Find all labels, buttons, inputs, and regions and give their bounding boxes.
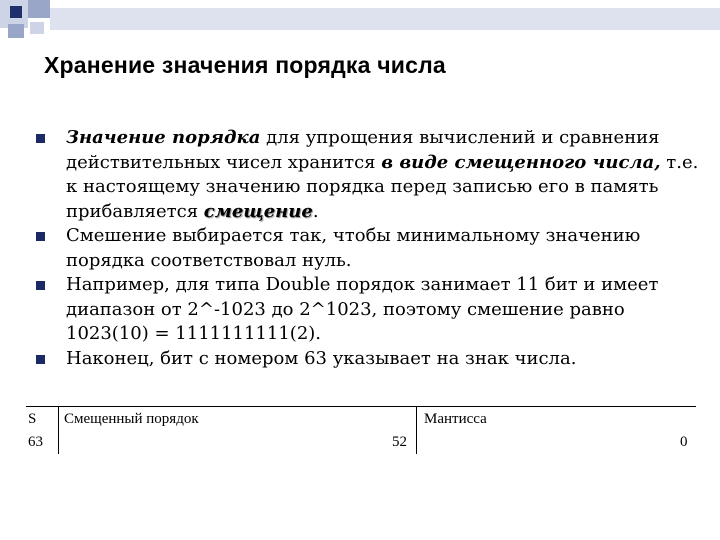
bullet-1-text-part: для упрощения вычислений и сравнения действительных чисел хранится [66, 127, 660, 173]
square-bullet-icon [36, 355, 45, 364]
square-bullet-icon [36, 232, 45, 241]
bullet-list [34, 126, 704, 371]
deco-square [10, 6, 22, 18]
term-biased-number: в виде смещенного числа, [381, 151, 661, 173]
term-bias: смещение [203, 200, 313, 222]
bullet-item-4 [34, 347, 704, 372]
bullet-1-text-part: т.е. к настоящему значению порядка перед записью его в память прибавляется [66, 151, 699, 222]
bullet-item-3 [34, 273, 704, 347]
diagram-divider [58, 406, 59, 454]
bullet-1-text-part: . [312, 200, 319, 222]
deco-square [28, 0, 50, 18]
double-format-diagram [26, 406, 696, 456]
bit-index-63: 63 [28, 434, 43, 450]
deco-square [8, 24, 24, 38]
term-exponent-value: Значение порядка [66, 127, 261, 148]
square-bullet-icon [36, 134, 45, 143]
slide-title: Хранение значения порядка числа [44, 52, 446, 78]
bullet-4-text: Наконец, бит с номером 63 указывает на знак числа. [66, 347, 577, 369]
diagram-top-line [26, 406, 696, 407]
bullet-item-2 [34, 224, 704, 273]
deco-square [30, 22, 44, 34]
sign-field-label: S [28, 411, 37, 427]
exponent-field-label: Смещенный порядок [64, 411, 199, 427]
bullet-2-text: Смешение выбирается так, чтобы минимальному значению порядка соответствовал нуль. [66, 225, 641, 271]
square-bullet-icon [36, 281, 45, 290]
bit-index-52: 52 [392, 434, 407, 450]
bullet-item-1 [34, 126, 704, 224]
top-bar [50, 8, 720, 30]
diagram-divider [416, 406, 417, 454]
mantissa-field-label: Мантисса [424, 411, 487, 427]
bit-index-0: 0 [680, 434, 688, 450]
bullet-1-text [66, 127, 698, 222]
bullet-3-text: Например, для типа Double порядок занимает 11 бит и имеет диапазон от 2^-1023 до 2^1023, поэтому смешение равно 1023(10) = 1111111111(2). [66, 274, 659, 344]
